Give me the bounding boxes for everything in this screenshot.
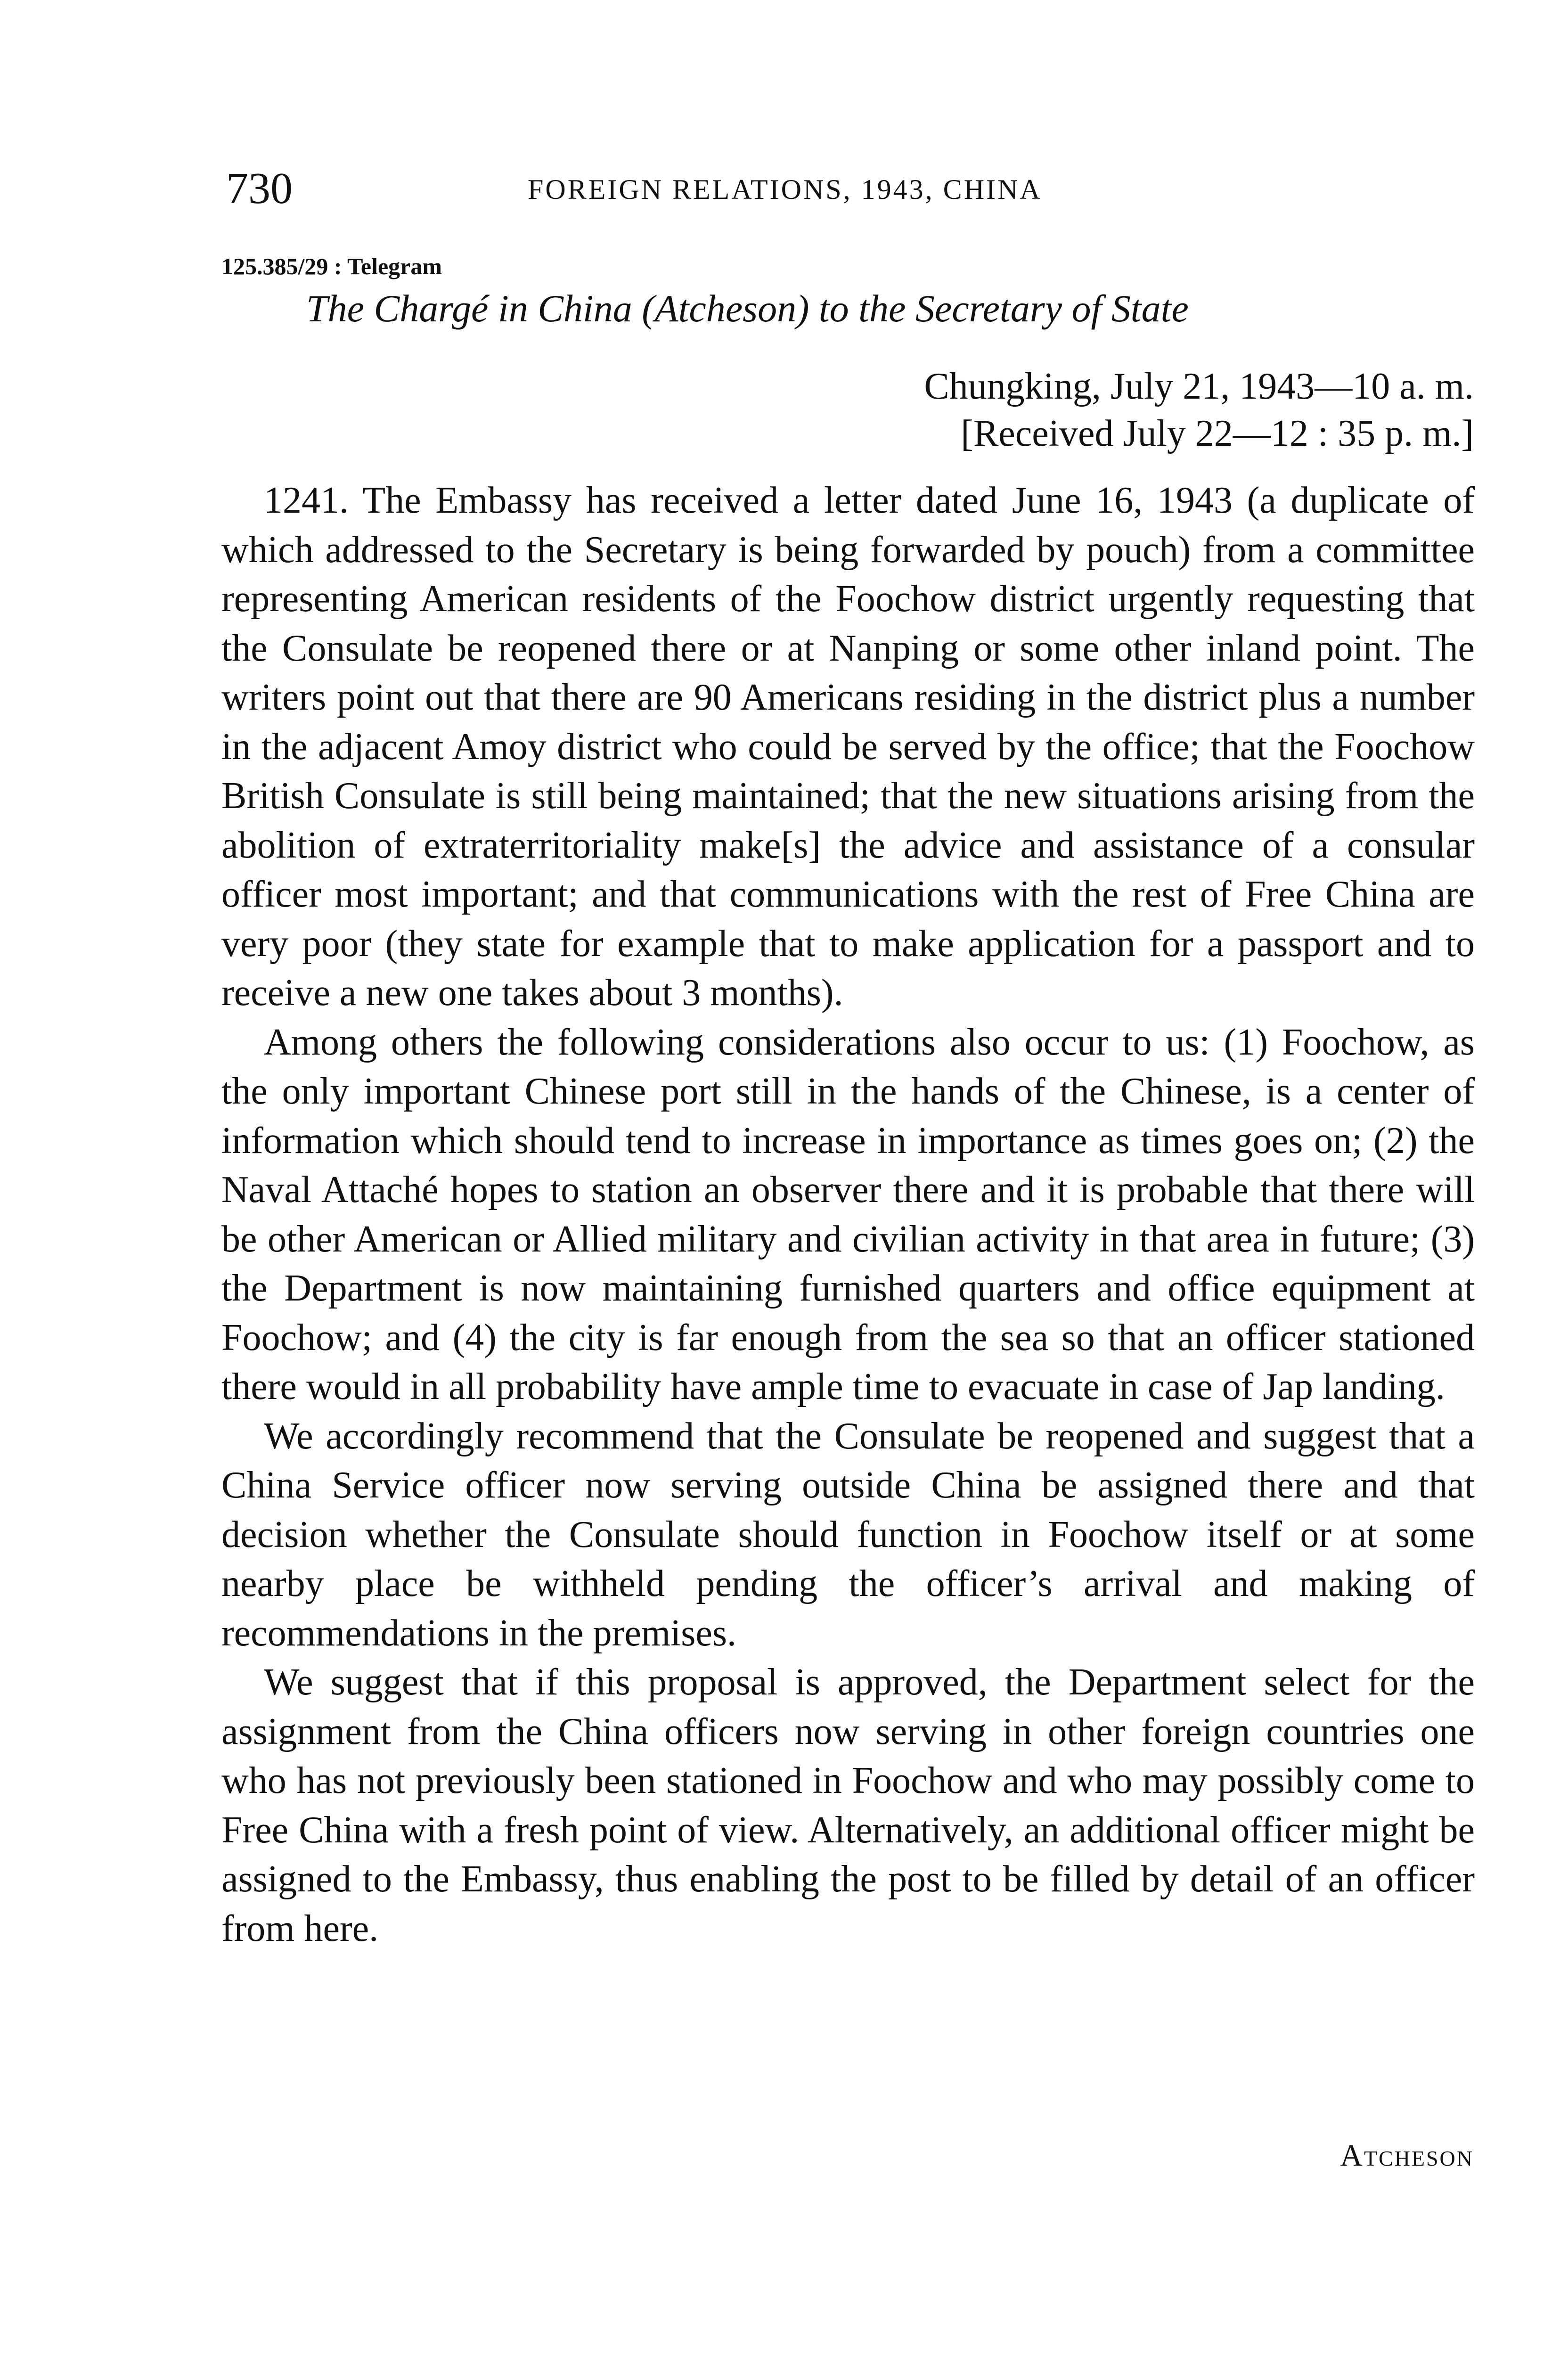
- paragraph: 1241. The Embassy has received a letter dated June 16, 1943 (a duplicate of which addressed to the Secretary is being forwarded by pouch) from a committee representing American residents of the Foochow district urgently requesting that the Consulate be reopened there or at Nanping or some other inland point. The writers point out that there are 90 Americans residing in the district plus a number in the adjacent Amoy district who could be served by the office; that the Foochow British Consulate is still being maintained; that the new situations arising from the abolition of extraterritoriality make[s] the advice and assistance of a consular officer most important; and that communications with the rest of Free China are very poor (they state for example that to make application for a passport and to receive a new one takes about 3 months).: [221, 480, 1475, 1014]
- received-line: [Received July 22—12 : 35 p. m.]: [961, 413, 1474, 454]
- running-head: [226, 160, 1479, 221]
- document-title: The Chargé in China (Atcheson) to the Secretary of State: [306, 287, 1189, 330]
- body-text: [221, 476, 1475, 1953]
- dateline: Chungking, July 21, 1943—10 a. m.: [924, 366, 1474, 407]
- paragraph: We suggest that if this proposal is approved, the Department select for the assignment from the China officers now serving in other foreign countries one who has not previously been stationed in Foochow and who may possibly come to Free China with a fresh point of view. Alternatively, an additional officer might be assigned to the Embassy, thus enabling the post to be filled by detail of an officer from here.: [221, 1661, 1475, 1949]
- document-reference: 125.385/29 : Telegram: [221, 253, 442, 279]
- page-number: 730: [226, 164, 293, 213]
- paragraph: Among others the following considerations also occur to us: (1) Foochow, as the only important Chinese port still in the hands of the Chinese, is a center of information which should tend to increase in importance as times goes on; (2) the Naval Attaché hopes to station an observer there and it is probable that there will be other American or Allied military and civilian activity in that area in future; (3) the Department is now maintaining furnished quarters and office equipment at Foochow; and (4) the city is far enough from the sea so that an officer stationed there would in all probability have ample time to evacuate in case of Jap landing.: [221, 1021, 1475, 1407]
- paragraph: We accordingly recommend that the Consulate be reopened and suggest that a China Service officer now serving outside China be assigned there and that decision whether the Consulate should function in Foochow itself or at some nearby place be withheld pending the officer’s arrival and making of recommendations in the premises.: [221, 1415, 1475, 1654]
- signature: Atcheson: [1340, 2138, 1474, 2173]
- running-title: FOREIGN RELATIONS, 1943, CHINA: [528, 174, 1042, 205]
- dateline-block: [924, 363, 1474, 457]
